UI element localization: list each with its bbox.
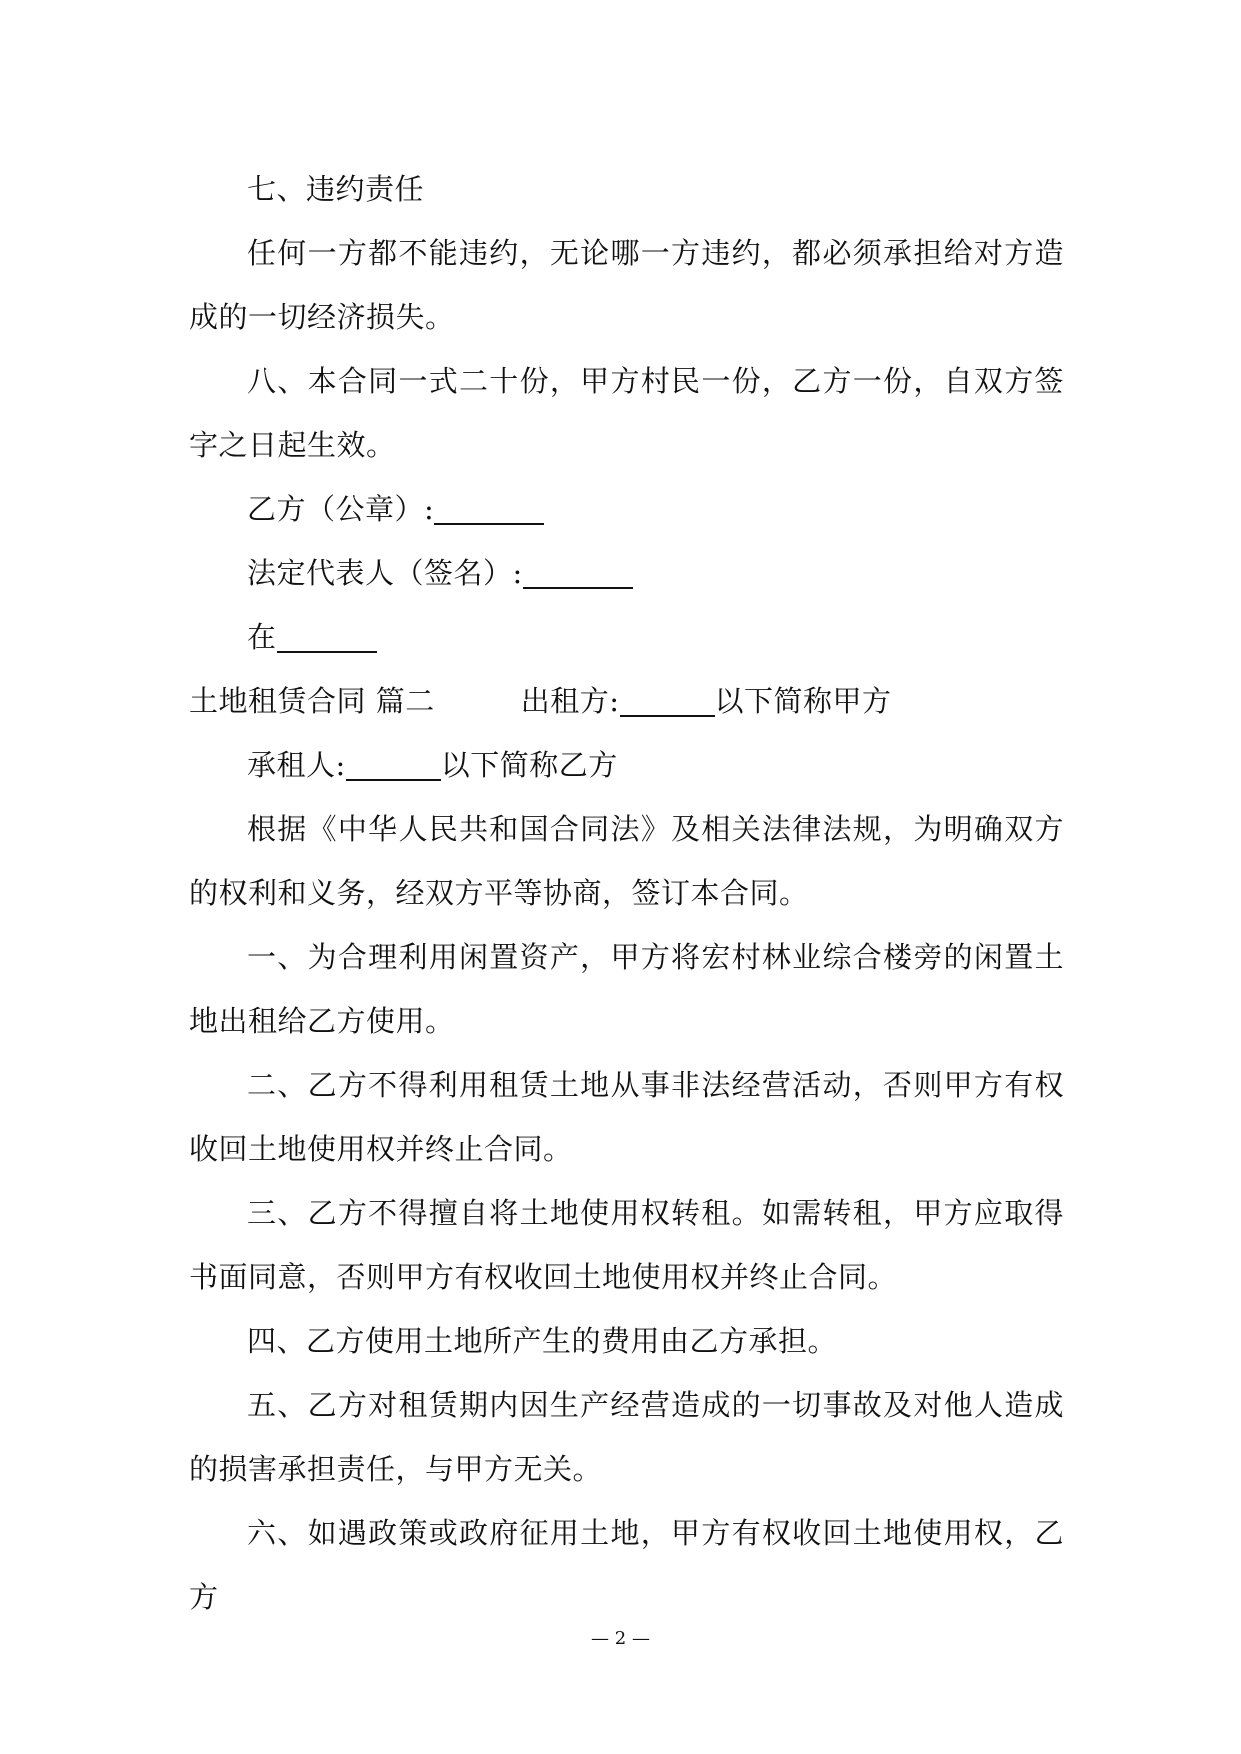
- contract-title: 土地租赁合同 篇二: [189, 684, 435, 718]
- clause-one: 一、为合理利用闲置资产，甲方将宏村林业综合楼旁的闲置土地出租给乙方使用。: [189, 940, 1064, 1038]
- signature-label: 乙方（公章）:: [247, 492, 435, 526]
- fill-in-blank[interactable]: [620, 685, 715, 717]
- lessee-line: [189, 733, 1064, 797]
- signature-label: 在: [247, 620, 277, 654]
- contract-two-header: [189, 669, 1064, 733]
- page-number: — 2 —: [591, 1628, 650, 1649]
- lessee-suffix: 以下简称乙方: [440, 748, 618, 782]
- signature-label: 法定代表人（签名）:: [247, 556, 523, 590]
- signature-legal-representative: [189, 541, 1064, 605]
- fill-in-blank[interactable]: [277, 621, 377, 653]
- fill-in-blank[interactable]: [523, 557, 633, 589]
- fill-in-blank[interactable]: [346, 749, 441, 781]
- document-body: [189, 157, 1064, 1629]
- clause-five: 五、乙方对租赁期内因生产经营造成的一切事故及对他人造成的损害承担责任，与甲方无关。: [189, 1388, 1064, 1486]
- lessor-suffix: 以下简称甲方: [714, 684, 892, 718]
- signature-location: [189, 605, 1064, 669]
- clause-three: 三、乙方不得擅自将土地使用权转租。如需转租，甲方应取得书面同意，否则甲方有权收回土地使用权并终止合同。: [189, 1196, 1064, 1294]
- paragraph-preamble: 根据《中华人民共和国合同法》及相关法律法规，为明确双方的权利和义务，经双方平等协商，签订本合同。: [189, 812, 1064, 910]
- section-heading-breach-liability: 七、违约责任: [247, 172, 425, 206]
- lessee-label: 承租人:: [247, 748, 346, 782]
- clause-two: 二、乙方不得利用租赁土地从事非法经营活动，否则甲方有权收回土地使用权并终止合同。: [189, 1068, 1064, 1166]
- fill-in-blank[interactable]: [434, 493, 544, 525]
- lessor-label: 出租方:: [520, 684, 620, 718]
- clause-six: 六、如遇政策或政府征用土地，甲方有权收回土地使用权，乙方: [189, 1516, 1064, 1614]
- paragraph-breach-clause: 任何一方都不能违约，无论哪一方违约，都必须承担给对方造成的一切经济损失。: [189, 236, 1064, 334]
- clause-four: 四、乙方使用土地所产生的费用由乙方承担。: [247, 1324, 838, 1358]
- paragraph-copies-clause: 八、本合同一式二十份，甲方村民一份，乙方一份，自双方签字之日起生效。: [189, 364, 1064, 462]
- signature-party-b-seal: [189, 477, 1064, 541]
